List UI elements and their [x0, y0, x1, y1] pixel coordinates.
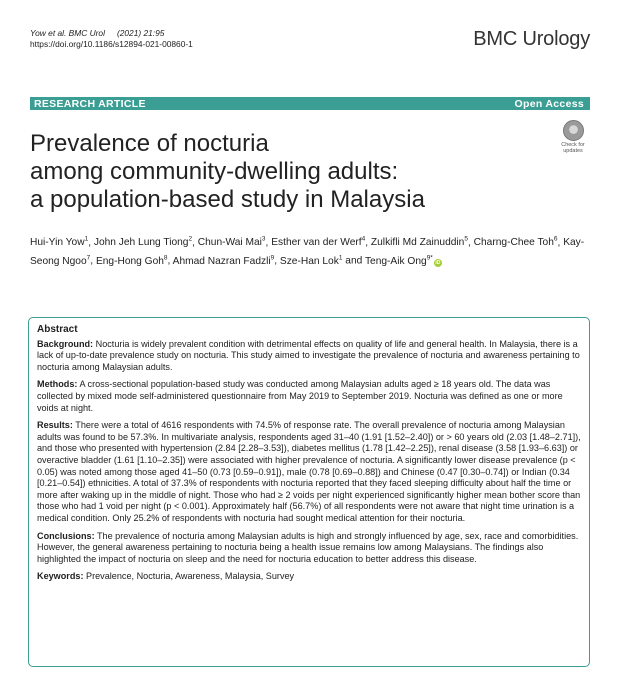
abstract-results: Results: There were a total of 4616 respondents with 74.5% of response rate. The overall prevalence of nocturia among Malaysian adults was found to be 57.3%. In multivariate analysis, respondents aged 31–40 (1.91 [1.52–2.40]) or > 60 years old (2.03 [1.48–2.71]), and those who presented with hypertension (2.84 [2.28–3.53]), diabetes mellitus (1.78 [1.42–2.25]), renal disease (3.58 [1.93–6.63]) or overactive bladder (1.61 [1.10–2.35]) were associated with higher prevalence of nocturia. A significantly lower disease prevalence (p < 0.05) was noted among those aged 41–50 (0.73 [0.59–0.91]), male (0.78 [0.69–0.88]) and Chinese (0.47 [0.30–0.74]) or Indian (0.34 [0.21–0.54]) ethnicities. A total of 37.3% of respondents with nocturia reported that they faced sleeping difficulty about half the time or more after waking up in the middle of night. Those who had ≥ 2 voids per night experienced significantly higher mean bother score than those who had 1 void per night (p < 0.001). Approximately half (56.7%) of all respondents were not aware that night time urination is a medical condition. Only 25.2% of respondents with nocturia had sought medical attention for their nocturia.: [37, 420, 581, 523]
citation-year: (2021) 21:95: [116, 28, 165, 38]
check-updates-label: Check for updates: [561, 142, 585, 154]
journal-name: BMC Urology: [473, 28, 590, 50]
author-list: Hui-Yin Yow$^1$, John Jeh Lung Tiong$^2$, Chun-Wai Mai$^3$, Esther van der Werf$^4$, Zulkifli Md Zainuddin$^5$, Charng-Chee Toh$^6$, Kay-Seong Ngoo$^7$, Eng-Hong Goh$^8$, Ahmad Nazran Fadzli$^9$, Sze-Han Lok$^1$ and Teng-Aik Ong$^{9*}$iD: [30, 236, 585, 267]
author-link[interactable]: Zulkifli Md Zainuddin$^5$: [370, 236, 468, 249]
article-type-label: RESEARCH ARTICLE: [34, 97, 146, 110]
citation: [30, 28, 193, 50]
abstract-methods: Methods: A cross-sectional population-based study was conducted among Malaysian adults aged ≥ 18 years old. The data was collected by mixed mode self-administered questionnaire from May 2019 to September 2019. Nocturia was defined as one or more voids at night.: [37, 379, 563, 413]
author-link[interactable]: Charng-Chee Toh$^6$: [473, 236, 558, 249]
author-link[interactable]: John Jeh Lung Tiong$^2$: [93, 236, 193, 249]
title-line-3: a population-based study in Malaysia: [30, 186, 425, 213]
author-link[interactable]: Kay-Seong Ngoo$^7$: [30, 237, 585, 267]
author-link[interactable]: Teng-Aik Ong$^{9*}$: [364, 254, 433, 267]
citation-doi-link[interactable]: https://doi.org/10.1186/s12894-021-00860-1: [30, 39, 193, 49]
author-link[interactable]: Eng-Hong Goh$^8$: [95, 254, 168, 267]
abstract-conclusions: Conclusions: The prevalence of nocturia among Malaysian adults is high and strongly influenced by age, sex, race and comorbidities. However, the general awareness pertaining to nocturia being a health issue remains low among Malaysians. The findings also highlighted the impact of nocturia on sleep and the need for nocturia education to better address this disease.: [37, 530, 579, 564]
check-updates-icon: [563, 120, 584, 141]
check-for-updates-button[interactable]: [556, 120, 590, 156]
abstract-background: Background: Nocturia is widely prevalent condition with detrimental effects on quality of life and general health. In Malaysia, there is a lack of up-to-date prevalence study on nocturia. This study aimed to investigate the prevalence of nocturia and awareness pertaining to nocturia among Malaysian adults.: [37, 338, 580, 372]
author-link[interactable]: Sze-Han Lok$^1$: [279, 254, 343, 267]
abstract-heading: Abstract: [37, 324, 78, 335]
orcid-icon[interactable]: iD: [435, 259, 441, 266]
open-access-label: Open Access: [514, 97, 584, 110]
abstract-box: [28, 317, 590, 667]
author-link[interactable]: Ahmad Nazran Fadzli$^9$: [172, 254, 275, 267]
article-type-banner: [30, 97, 590, 110]
abstract-keywords: Keywords: Prevalence, Nocturia, Awareness, Malaysia, Survey: [37, 571, 295, 582]
title-line-1: Prevalence of nocturia: [30, 130, 269, 157]
author-link[interactable]: Esther van der Werf$^4$: [271, 236, 366, 249]
author-link[interactable]: Chun-Wai Mai$^3$: [197, 236, 266, 249]
article-title: [30, 130, 530, 214]
author-link[interactable]: Hui-Yin Yow$^1$: [30, 236, 89, 249]
citation-journal: Yow et al. BMC Urol: [30, 28, 105, 38]
title-line-2: among community-dwelling adults:: [30, 158, 399, 185]
